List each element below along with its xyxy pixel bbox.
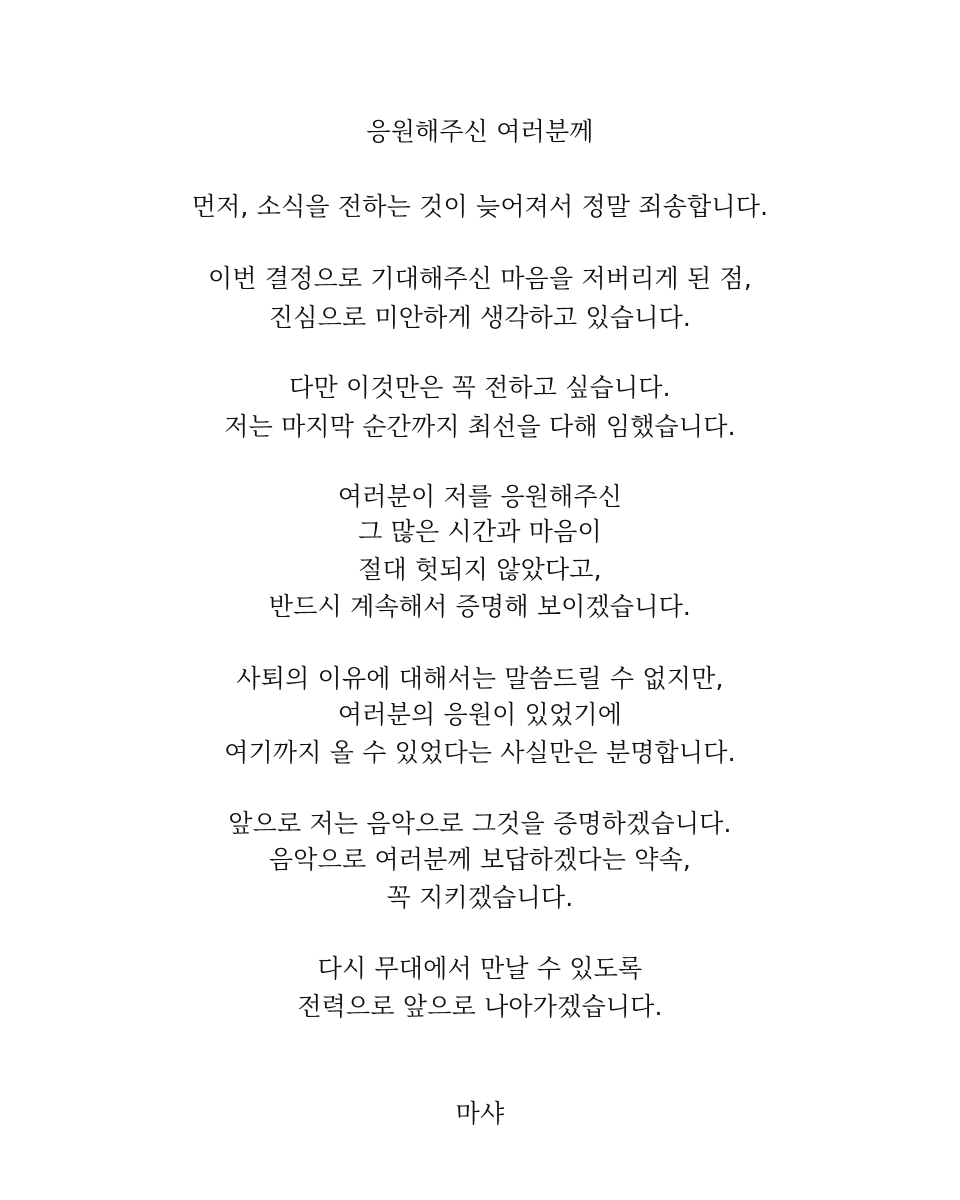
paragraph-3-line-1: 다만 이것만은 꼭 전하고 싶습니다.: [289, 373, 671, 402]
paragraph-2-line-2: 진심으로 미안하게 생각하고 있습니다.: [268, 303, 692, 332]
paragraph-4-line-1: 여러분이 저를 응원해주신: [337, 482, 623, 511]
paragraph-4-line-4: 반드시 계속해서 증명해 보이겠습니다.: [268, 592, 692, 621]
paragraph-1-line-1: 먼저, 소식을 전하는 것이 늦어져서 정말 죄송합니다.: [191, 192, 769, 221]
paragraph-2-line-1: 이번 결정으로 기대해주신 마음을 저버리게 된 점,: [207, 264, 753, 293]
paragraph-6-line-3: 꼭 지키겠습니다.: [386, 883, 574, 912]
letter-title: 응원해주신 여러분께: [366, 117, 594, 146]
paragraph-5-line-3: 여기까지 올 수 있었다는 사실만은 분명합니다.: [224, 738, 736, 767]
paragraph-7-line-1: 다시 무대에서 만날 수 있도록: [317, 954, 643, 983]
signature: 마샤: [455, 1099, 505, 1128]
paragraph-6-line-1: 앞으로 저는 음악으로 그것을 증명하겠습니다.: [228, 809, 732, 838]
paragraph-6-line-2: 음악으로 여러분께 보답하겠다는 약속,: [268, 845, 692, 874]
paragraph-3-line-2: 저는 마지막 순간까지 최선을 다해 임했습니다.: [224, 412, 736, 441]
paragraph-5-line-2: 여러분의 응원이 있었기에: [337, 700, 623, 729]
paragraph-7-line-2: 전력으로 앞으로 나아가겠습니다.: [297, 992, 663, 1021]
paragraph-4-line-3: 절대 헛되지 않았다고,: [358, 555, 602, 584]
paragraph-5-line-1: 사퇴의 이유에 대해서는 말씀드릴 수 없지만,: [236, 664, 724, 693]
paragraph-4-line-2: 그 많은 시간과 마음이: [358, 517, 602, 546]
